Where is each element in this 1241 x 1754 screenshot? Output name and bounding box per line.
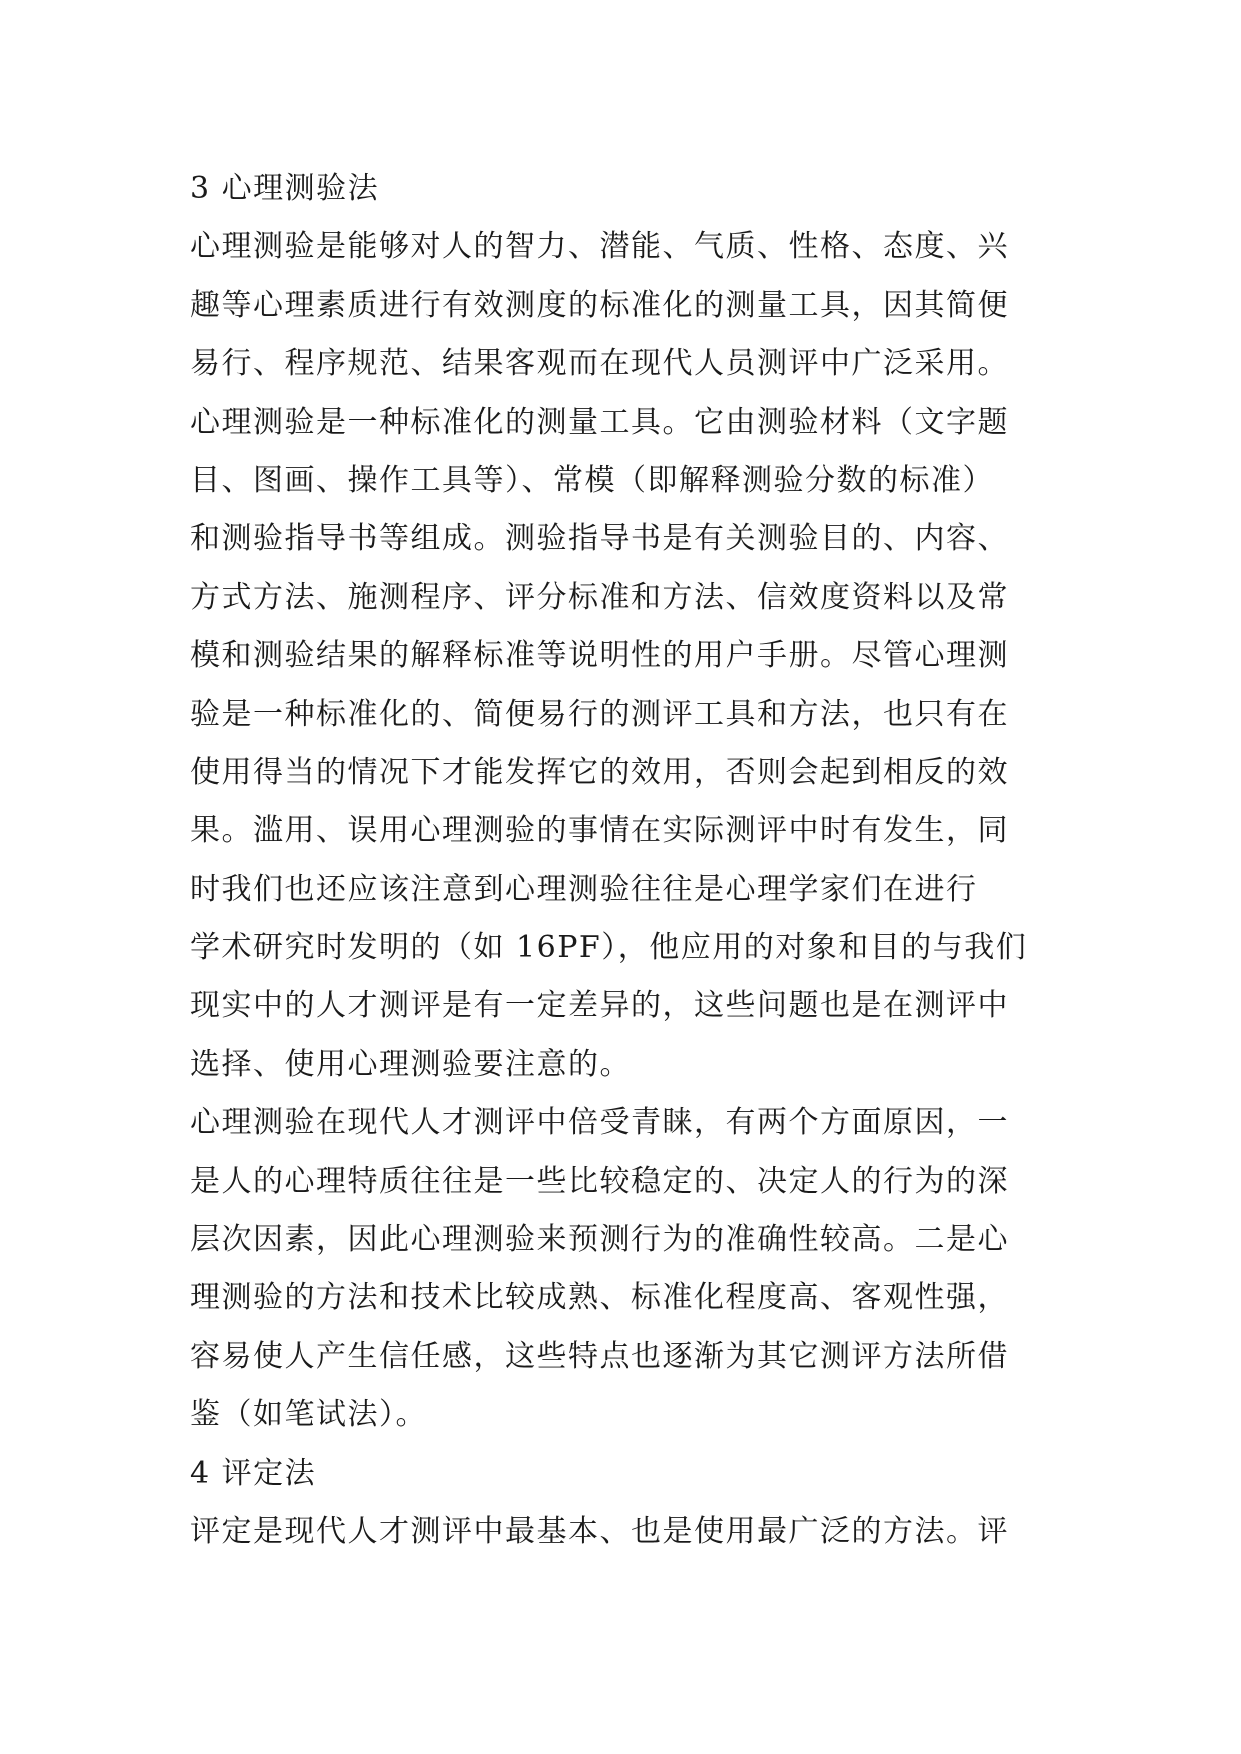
text-line: 心理测验是能够对人的智力、潜能、气质、性格、态度、兴	[190, 229, 1009, 265]
text-line: 心理测验是一种标准化的测量工具。它由测验材料（文字题	[190, 404, 1009, 440]
text-line: 方式方法、施测程序、评分标准和方法、信效度资料以及常	[190, 579, 1009, 615]
text-line: 趣等心理素质进行有效测度的标准化的测量工具，因其简便	[190, 287, 1009, 323]
text-line: 理测验的方法和技术比较成熟、标准化程度高、客观性强，	[190, 1280, 1009, 1316]
text-line: 和测验指导书等组成。测验指导书是有关测验目的、内容、	[190, 521, 1009, 557]
text-line: 验是一种标准化的、简便易行的测评工具和方法，也只有在	[190, 696, 1009, 732]
text-line: 模和测验结果的解释标准等说明性的用户手册。尽管心理测	[190, 638, 1009, 674]
text-line: 容易使人产生信任感，这些特点也逐渐为其它测评方法所借	[190, 1338, 1009, 1374]
section-heading-4: 4 评定法	[190, 1455, 317, 1491]
text-line: 易行、程序规范、结果客观而在现代人员测评中广泛采用。	[190, 346, 1009, 382]
text-line: 时我们也还应该注意到心理测验往往是心理学家们在进行	[190, 871, 978, 907]
text-line: 现实中的人才测评是有一定差异的，这些问题也是在测评中	[190, 988, 1009, 1024]
text-line: 目、图画、操作工具等）、常模（即解释测验分数的标准）	[190, 462, 994, 498]
section-heading-3: 3 心理测验法	[190, 171, 380, 206]
document-body	[190, 160, 1060, 1561]
text-line: 是人的心理特质往往是一些比较稳定的、决定人的行为的深	[190, 1163, 1009, 1199]
text-line: 心理测验在现代人才测评中倍受青睐，有两个方面原因，一	[190, 1105, 1009, 1141]
text-line: 学术研究时发明的（如 16PF），他应用的对象和目的与我们	[190, 930, 1028, 966]
text-line: 选择、使用心理测验要注意的。	[190, 1046, 631, 1082]
text-line: 评定是现代人才测评中最基本、也是使用最广泛的方法。评	[190, 1513, 1009, 1549]
text-line: 层次因素，因此心理测验来预测行为的准确性较高。二是心	[190, 1222, 1009, 1258]
text-line: 使用得当的情况下才能发挥它的效用，否则会起到相反的效	[190, 754, 1009, 790]
text-line: 鉴（如笔试法）。	[190, 1397, 427, 1433]
text-line: 果。滥用、误用心理测验的事情在实际测评中时有发生，同	[190, 813, 1009, 849]
